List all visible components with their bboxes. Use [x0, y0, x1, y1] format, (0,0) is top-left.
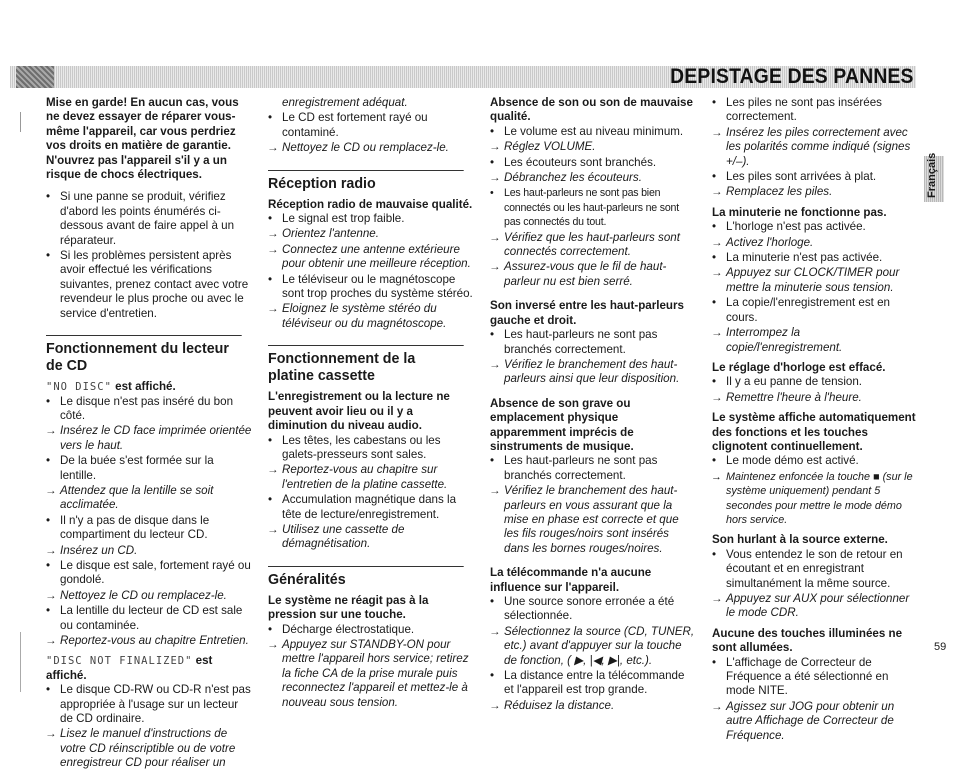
solution-item: [268, 302, 474, 331]
bullet-icon: •: [268, 272, 273, 286]
solution-item: [712, 470, 918, 528]
bullet-icon: •: [268, 111, 273, 125]
solution-text: Maintenez enfoncée la touche ■ (sur le système uniquement) pendant 5 secondes pour mettre le mode démo hors service.: [726, 470, 913, 526]
cause-text: Accumulation magnétique dans la tête de lecture/enregistrement.: [282, 493, 457, 521]
bullet-icon: •: [46, 190, 51, 204]
cause-item: [490, 669, 696, 698]
language-tab-label: Français: [926, 152, 938, 198]
cause-text: Vous entendez le son de retour en écoutant et en enregistrant simultanément la même source.: [726, 547, 903, 590]
problem-heading: [46, 380, 252, 394]
solution-item: [712, 185, 918, 199]
problem-heading: La télécommande n'a aucune influence sur l'appareil.: [490, 566, 652, 594]
problem-heading: Le système affiche automatiquement des fonctions et les touches clignotent continuellement.: [712, 411, 916, 453]
cause-text: Le disque CD-RW ou CD-R n'est pas appropriée à l'usage sur un lecteur de CD ordinaire.: [60, 683, 251, 726]
solution-text: Vérifiez le branchement des haut-parleurs ainsi que leur disposition.: [504, 357, 680, 386]
bullet-icon: •: [712, 96, 717, 109]
solution-item: [712, 266, 918, 295]
problem-heading: Le système ne réagit pas à la pression sur une touche.: [268, 593, 429, 622]
margin-mark: [20, 112, 21, 132]
solution-item: [712, 126, 918, 169]
cause-item: [712, 656, 918, 699]
solution-item: [268, 96, 474, 110]
solution-item: [268, 638, 474, 710]
solution-text: Sélectionnez la source (CD, TUNER, etc.) avant d'appuyer sur la touche de fonction, ( ▶, |◀, ▶|, etc.).: [504, 624, 695, 667]
solution-text: Agissez sur JOG pour obtenir un autre Affichage de Correcteur de Fréquence.: [726, 699, 895, 742]
cause-text: La lentille du lecteur de CD est sale ou contaminée.: [60, 604, 243, 632]
column-2: [268, 96, 474, 711]
cause-item: [712, 375, 918, 389]
cause-text: Les haut-parleurs ne sont pas branchés correctement.: [504, 328, 658, 356]
cause-text: Il n'y a pas de disque dans le compartiment du lecteur CD.: [60, 513, 210, 542]
arrow-right-icon: →: [489, 230, 501, 244]
solution-text: Interrompez la copie/l'enregistrement.: [726, 326, 843, 354]
arrow-right-icon: →: [711, 390, 723, 404]
solution-text: Reportez-vous au chapitre Entretien.: [60, 634, 249, 647]
bullet-icon: •: [490, 155, 495, 169]
arrow-right-icon: →: [45, 634, 57, 647]
solution-item: [490, 625, 696, 668]
solution-text: Appuyez sur AUX pour sélectionner le mode CDR.: [726, 592, 910, 620]
solution-item: [490, 260, 696, 289]
section-banner: [10, 66, 916, 88]
bullet-icon: •: [46, 683, 51, 697]
solution-text: Vérifiez le branchement des haut-parleurs en vous assurant que la mise en phase est correcte et que les fils rouges/noirs sont insérés dans les bornes rouges/noires.: [504, 484, 679, 555]
bullet-icon: •: [712, 251, 717, 265]
bullet-icon: •: [46, 249, 51, 263]
solution-item: [490, 358, 696, 387]
solution-text: Réglez VOLUME.: [504, 140, 596, 154]
solution-text: Débranchez les écouteurs.: [504, 171, 642, 185]
bullet-icon: •: [712, 220, 717, 234]
cause-item: [268, 493, 474, 522]
intro-text: Si une panne se produit, vérifiez d'abord les points énumérés ci-dessous avant de faire appel à un réparateur.: [60, 190, 235, 247]
arrow-right-icon: →: [267, 302, 279, 316]
cause-text: La distance entre la télécommande et l'appareil est trop grande.: [504, 669, 685, 697]
page-title: DEPISTAGE DES PANNES: [670, 65, 914, 88]
solution-item: [46, 484, 252, 513]
solution-text: enregistrement adéquat.: [282, 96, 408, 109]
problem-heading: Absence de son ou son de mauvaise qualité.: [490, 96, 693, 124]
bullet-icon: •: [712, 547, 717, 561]
solution-text: Appuyez sur CLOCK/TIMER pour mettre la minuterie sous tension.: [726, 266, 900, 294]
bullet-icon: •: [490, 187, 494, 200]
arrow-right-icon: →: [489, 624, 501, 638]
solution-text: Eloignez le système stéréo du téléviseur ou du magnétoscope.: [282, 302, 447, 330]
section-heading: Réception radio: [268, 170, 464, 192]
bullet-icon: •: [46, 513, 51, 527]
cause-text: Le volume est au niveau minimum.: [504, 124, 684, 138]
section-heading: Fonctionnement du lecteur de CD: [46, 335, 242, 374]
cause-item: [712, 170, 918, 184]
cause-text: Les têtes, les cabestans ou les galets-presseurs sont sales.: [282, 433, 441, 461]
cause-item: [46, 683, 252, 726]
bullet-icon: •: [490, 454, 495, 468]
problem-heading: Son inversé entre les haut-parleurs gauche et droit.: [490, 299, 684, 327]
arrow-right-icon: →: [711, 185, 723, 199]
cause-text: Le téléviseur ou le magnétoscope sont trop proches du système stéréo.: [282, 272, 473, 301]
cause-item: [490, 454, 696, 483]
problem-heading: Aucune des touches illuminées ne sont allumées.: [712, 626, 903, 655]
section-heading: Fonctionnement de la platine cassette: [268, 345, 464, 384]
cause-text: Le disque est sale, fortement rayé ou gondolé.: [60, 558, 251, 587]
arrow-right-icon: →: [489, 698, 501, 712]
solution-item: [268, 141, 474, 155]
cause-text: Les piles sont arrivées à plat.: [726, 170, 877, 184]
cause-text: Les haut-parleurs ne sont pas bien connectés ou les haut-parleurs ne sont pas connectés du tout.: [504, 187, 679, 229]
arrow-right-icon: →: [489, 260, 501, 274]
solution-item: [712, 236, 918, 250]
solution-item: [46, 589, 252, 603]
arrow-right-icon: →: [267, 141, 279, 155]
arrow-right-icon: →: [711, 235, 723, 249]
problem-heading: Absence de son grave ou emplacement physique apparemment imprécis de sinstruments de musique.: [490, 396, 634, 453]
cause-item: [490, 156, 696, 170]
cause-item: [268, 273, 474, 302]
list-item: [46, 190, 252, 248]
arrow-right-icon: →: [711, 326, 723, 340]
problem-heading: Son hurlant à la source externe.: [712, 533, 888, 547]
solution-item: [46, 634, 252, 648]
arrow-right-icon: →: [711, 266, 723, 280]
solution-text: Remplacez les piles.: [726, 185, 833, 199]
list-item: [46, 249, 252, 321]
bullet-icon: •: [712, 375, 717, 389]
arrow-right-icon: →: [45, 727, 57, 741]
cause-item: [712, 220, 918, 234]
solution-text: Connectez une antenne extérieure pour obtenir une meilleure réception.: [282, 242, 471, 271]
cause-text: L'affichage de Correcteur de Fréquence a été sélectionné en mode NITE.: [726, 655, 889, 698]
cause-text: Le mode démo est activé.: [726, 454, 859, 468]
warning-text: Mise en garde! En aucun cas, vous ne devez essayer de réparer vous-même l'appareil, car vous perdriez vos droits en matière de garantie. N'ouvrez pas l'appareil s'il y a un risque de chocs électriques.: [46, 96, 239, 182]
bullet-icon: •: [712, 655, 717, 669]
bullet-icon: •: [490, 124, 495, 138]
cause-item: [46, 395, 252, 424]
arrow-right-icon: →: [711, 125, 723, 139]
solution-text: Insérez le CD face imprimée orientée vers le haut.: [60, 424, 252, 452]
cause-text: Le CD est fortement rayé ou contaminé.: [282, 111, 428, 139]
solution-item: [46, 727, 252, 770]
display-text: "DISC NOT FINALIZED": [46, 655, 193, 668]
cause-text: La minuterie n'est pas activée.: [726, 251, 883, 265]
arrow-right-icon: →: [45, 543, 57, 557]
bullet-icon: •: [490, 328, 495, 342]
arrow-right-icon: →: [489, 484, 501, 498]
arrow-right-icon: →: [711, 592, 723, 605]
cause-item: [712, 251, 918, 265]
bullet-icon: •: [268, 493, 273, 507]
display-text: "NO DISC": [46, 381, 112, 394]
section-heading: Généralités: [268, 566, 464, 588]
cause-text: L'horloge n'est pas activée.: [726, 220, 866, 234]
solution-item: [46, 544, 252, 558]
column-3: [490, 96, 696, 714]
cause-text: Le signal est trop faible.: [282, 212, 405, 226]
cause-text: La copie/l'enregistrement est en cours.: [726, 296, 890, 324]
solution-item: [490, 484, 696, 556]
solution-item: [490, 699, 696, 713]
arrow-right-icon: →: [267, 227, 279, 241]
solution-text: Appuyez sur STANDBY-ON pour mettre l'appareil hors service; retirez la fiche CA de la prise murale puis reconnectez l'appareil et mettez-le à nouveau sous tension.: [282, 637, 469, 709]
cause-text: Il y a eu panne de tension.: [726, 375, 863, 389]
page-number: 59: [934, 641, 947, 653]
bullet-icon: •: [712, 170, 717, 184]
bullet-icon: •: [46, 394, 51, 408]
cause-item: [268, 434, 474, 463]
solution-item: [268, 227, 474, 241]
problem-heading: L'enregistrement ou la lecture ne peuvent avoir lieu ou il y a diminution du niveau audio.: [268, 390, 450, 433]
arrow-right-icon: →: [267, 637, 279, 651]
margin-mark: [20, 632, 21, 692]
solution-item: [712, 700, 918, 743]
cause-item: [268, 212, 474, 226]
problem-heading: Réception radio de mauvaise qualité.: [268, 197, 473, 211]
bullet-icon: •: [490, 669, 495, 683]
bullet-icon: •: [712, 296, 717, 310]
solution-text: Vérifiez que les haut-parleurs sont connectés correctement.: [504, 230, 680, 259]
cause-text: Les piles ne sont pas insérées correctement.: [726, 96, 882, 124]
cause-item: [46, 514, 252, 543]
problem-title: est affiché.: [111, 380, 176, 394]
column-1: [46, 96, 252, 772]
bullet-icon: •: [268, 433, 273, 447]
bullet-icon: •: [268, 212, 273, 226]
problem-heading: [46, 654, 252, 683]
intro-text: Si les problèmes persistent après avoir effectué les vérifications suivantes, prenez contact avec votre revendeur le plus proche ou avec le service d'entretien.: [60, 249, 249, 320]
solution-text: Reportez-vous au chapitre sur l'entretien de la platine cassette.: [282, 463, 448, 491]
cause-item: [490, 125, 696, 139]
cause-text: Le disque n'est pas inséré du bon côté.: [60, 394, 234, 422]
solution-item: [712, 592, 918, 621]
arrow-right-icon: →: [45, 483, 57, 497]
solution-text: Nettoyez le CD ou remplacez-le.: [282, 141, 449, 155]
solution-text: Activez l'horloge.: [726, 235, 814, 249]
cause-item: [712, 296, 918, 325]
problem-heading: La minuterie ne fonctionne pas.: [712, 205, 887, 219]
solution-item: [268, 523, 474, 552]
solution-item: [268, 243, 474, 272]
cause-item: [490, 328, 696, 357]
solution-item: [490, 140, 696, 154]
bullet-icon: •: [712, 454, 717, 468]
arrow-right-icon: →: [267, 463, 279, 477]
cause-item: [490, 595, 696, 624]
solution-item: [490, 231, 696, 260]
arrow-right-icon: →: [45, 424, 57, 438]
cause-text: Les haut-parleurs ne sont pas branchés correctement.: [504, 454, 658, 482]
cause-item: [712, 548, 918, 591]
solution-item: [490, 171, 696, 185]
arrow-right-icon: →: [711, 699, 723, 713]
cause-item: [712, 454, 918, 468]
problem-title: est affiché.: [46, 654, 213, 682]
cause-item: [712, 96, 918, 125]
solution-text: Assurez-vous que le fil de haut-parleur nu est bien serré.: [504, 260, 667, 288]
solution-text: Nettoyez le CD ou remplacez-le.: [60, 588, 227, 602]
arrow-right-icon: →: [711, 470, 722, 483]
solution-text: Insérez un CD.: [60, 543, 138, 557]
problem-heading: Le réglage d'horloge est effacé.: [712, 360, 886, 374]
cause-item: [268, 623, 474, 637]
column-4: [712, 96, 918, 744]
arrow-right-icon: →: [489, 171, 501, 185]
arrow-right-icon: →: [489, 140, 501, 154]
bullet-icon: •: [46, 558, 51, 572]
cause-text: Une source sonore erronée a été sélectionnée.: [504, 595, 675, 623]
arrow-right-icon: →: [45, 588, 57, 602]
arrow-right-icon: →: [267, 522, 279, 536]
solution-item: [46, 424, 252, 453]
cause-text: De la buée s'est formée sur la lentille.: [60, 454, 214, 482]
solution-text: Utilisez une cassette de démagnétisation.: [282, 522, 405, 551]
solution-text: Réduisez la distance.: [504, 698, 615, 712]
bullet-icon: •: [46, 454, 51, 468]
arrow-right-icon: →: [267, 242, 279, 256]
solution-item: [268, 463, 474, 492]
language-tab: [924, 152, 944, 202]
solution-item: [712, 391, 918, 405]
bullet-icon: •: [268, 622, 273, 636]
cause-item: [268, 111, 474, 140]
solution-item: [712, 326, 918, 355]
cause-text: Les écouteurs sont branchés.: [504, 155, 657, 169]
cause-item: [46, 559, 252, 588]
arrow-right-icon: →: [489, 357, 501, 371]
solution-text: Lisez le manuel d'instructions de votre CD réinscriptible ou de votre enregistreur CD pour réaliser un: [60, 727, 236, 770]
cause-item: [490, 186, 696, 229]
bullet-icon: •: [46, 604, 51, 618]
cause-text: Décharge électrostatique.: [282, 622, 415, 636]
solution-text: Insérez les piles correctement avec les polarités comme indiqué (signes +/–).: [726, 125, 911, 168]
cause-item: [46, 604, 252, 633]
cause-item: [46, 454, 252, 483]
solution-text: Remettre l'heure à l'heure.: [726, 390, 862, 404]
bullet-icon: •: [490, 595, 495, 608]
solution-text: Orientez l'antenne.: [282, 227, 379, 241]
solution-text: Attendez que la lentille se soit acclimatée.: [60, 483, 214, 512]
